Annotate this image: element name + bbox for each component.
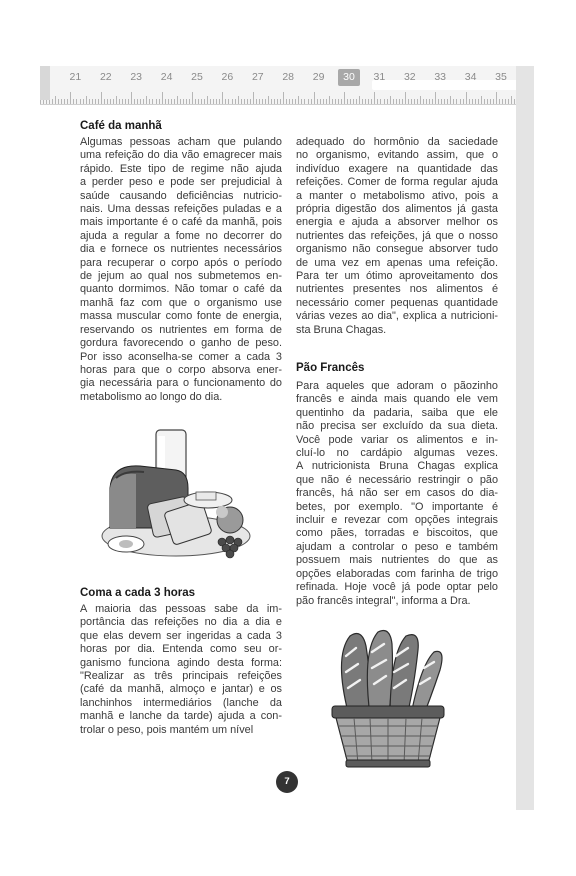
text-line: a manter o metabolismo ativo, pois a xyxy=(296,189,498,202)
text-line: ganismo funciona agindo desta forma: xyxy=(80,656,282,669)
text-line: ajuda a regular a fome no decorrer do xyxy=(80,229,282,242)
text-line: Você pode variar os alimentos e in- xyxy=(296,433,498,446)
text-line: reservando os nutrientes em forma de xyxy=(80,323,282,336)
page-scrollbar[interactable] xyxy=(516,66,534,810)
text-line: a perder peso e pode ser prejudicial à xyxy=(80,176,282,189)
text-line: uma refeição do dia vão emagrecer mais xyxy=(80,149,282,162)
text-line: no organismo, evitando assim, que o xyxy=(296,149,498,162)
text-line: manhã faz com que o organismo use xyxy=(80,296,282,309)
text-line: saúde causando deficiências nutricio- xyxy=(80,189,282,202)
text-line: indivíduo exagere na quantidade das xyxy=(296,162,498,175)
ruler-ticks xyxy=(40,90,516,104)
text-line: incluir e revezar com opções integrais xyxy=(296,514,498,527)
text-line: quentinho da padaria, saiba que ele xyxy=(296,406,498,419)
section-cafe xyxy=(80,120,282,404)
section-pao xyxy=(296,362,498,608)
text-line: portância das refeições no dia a dia e xyxy=(80,616,282,629)
section-text-continuation xyxy=(296,136,498,337)
text-line: manhã e lanche da tarde) ajuda a con- xyxy=(80,710,282,723)
text-line: várias vezes ao dia", explica a nutricioni- xyxy=(296,310,498,323)
ruler-number: 23 xyxy=(130,71,143,83)
ruler-number: 25 xyxy=(191,71,203,83)
ruler-number: 26 xyxy=(221,71,234,83)
text-line: A maioria das pessoas sabe da im- xyxy=(80,603,282,615)
text-line: como pães, torradas e biscoitos, que xyxy=(296,527,498,540)
text-line: adequado do hormônio da saciedade xyxy=(296,136,498,148)
text-line: gordura favorecendo o ganho de peso. xyxy=(80,337,282,350)
text-line: possuem mais nutrientes do que as xyxy=(296,554,498,567)
text-line: nais. Uma dessas refeições puladas e a xyxy=(80,203,282,216)
text-line: não precisa ser excluído da sua dieta. xyxy=(296,420,498,433)
text-line: nutrientes presentes nos alimentos é xyxy=(296,283,498,296)
ruler-slider-handle[interactable] xyxy=(372,80,540,90)
ruler-number: 35 xyxy=(495,71,507,83)
text-line: rápido. Este tipo de regime não ajuda xyxy=(80,162,282,175)
text-line: massa muscular como fonte de energia, xyxy=(80,310,282,323)
text-line: Para aqueles que adoram o pãozinho xyxy=(296,380,498,392)
text-line: que elas devem ser ingeridas a cada 3 xyxy=(80,629,282,642)
text-line: pão francês integral", informa a Dra. xyxy=(296,594,471,607)
text-line: betes, por exemplo. "O importante é xyxy=(296,500,498,513)
ruler-number: 21 xyxy=(69,71,82,83)
text-line: quanto dormimos. Não tomar o café da xyxy=(80,283,282,296)
ruler-number: 31 xyxy=(373,71,386,83)
text-line: horas por dia. Entenda como seu or- xyxy=(80,643,282,656)
text-line: de jejum ao qual nos submetemos en- xyxy=(80,270,282,283)
text-line: Para ter um ótimo aproveitamento dos xyxy=(296,270,498,283)
ruler-number: 34 xyxy=(464,71,477,83)
ruler-number: 28 xyxy=(282,71,295,83)
text-line: trolar o peso, pois mantém um nível xyxy=(80,723,254,736)
section-text-comer xyxy=(80,603,282,737)
text-line: cluí-lo no cardápio algumas vezes. xyxy=(296,447,498,460)
ruler-number: 27 xyxy=(251,71,264,83)
text-line: para recuperar o corpo após o período xyxy=(80,256,282,269)
text-line: francês, há não ser em casos do dia- xyxy=(296,487,498,500)
bread-basket-illustration xyxy=(330,626,446,768)
text-line: organismo não consegue absorver tudo xyxy=(296,243,498,256)
ruler-number: 24 xyxy=(160,71,173,83)
ruler-number: 30 xyxy=(338,69,360,86)
text-line: energia e ajuda a absorver melhor os xyxy=(296,216,498,229)
ruler-left-edge xyxy=(40,66,50,100)
text-line: Por isso aconselha-se comer a cada 3 xyxy=(80,350,282,363)
text-line: refinada. Hoje você já pode optar pelo xyxy=(296,581,498,594)
text-line: opções elaboradas com farinha de trigo xyxy=(296,567,498,580)
text-line: própria digestão dos alimentos já gasta xyxy=(296,203,498,216)
text-line: dia e fornece os nutrientes necessários xyxy=(80,243,282,256)
text-line: necessário comer pequenas quantidade xyxy=(296,296,498,309)
breakfast-illustration xyxy=(96,424,252,570)
ruler-number: 29 xyxy=(312,71,325,83)
ruler-number: 33 xyxy=(434,71,447,83)
section-continuation xyxy=(296,136,498,337)
section-title-cafe: Café da manhã xyxy=(80,120,162,132)
section-text-pao xyxy=(296,380,498,608)
text-line: refeições. Comer de forma regular ajuda xyxy=(296,176,498,189)
text-line: francês e ainda mais quando ele vem xyxy=(296,393,498,406)
ruler-number: 22 xyxy=(99,71,112,83)
text-line: A nutricionista Bruna Chagas explica xyxy=(296,460,498,473)
section-comer xyxy=(80,587,282,737)
text-line: sta Bruna Chagas. xyxy=(296,323,387,336)
page-number: 7 xyxy=(276,771,298,793)
text-line: horas para que o corpo absorva ener- xyxy=(80,363,282,376)
section-title-pao: Pão Francês xyxy=(296,362,365,374)
section-text-cafe xyxy=(80,136,282,404)
text-line: Algumas pessoas acham que pulando xyxy=(80,136,282,148)
text-line: que não é necessário restringir o pão xyxy=(296,473,498,486)
text-line: mais importante é o café da manhã, pois xyxy=(80,216,282,229)
text-line: ajudam a controlar o peso e também xyxy=(296,540,498,553)
text-line: "Realizar as três principais refeições xyxy=(80,670,282,683)
text-line: lanchinhos intermediários (lanche da xyxy=(80,696,282,709)
section-title-comer: Coma a cada 3 horas xyxy=(80,587,196,599)
text-line: gia necessária para o funcionamento do xyxy=(80,377,282,390)
text-line: de uma vez em apenas uma refeição. xyxy=(296,256,498,269)
text-line: nutrientes das refeições, já que o nosso xyxy=(296,229,498,242)
text-line: metabolismo ao longo do dia. xyxy=(80,390,223,403)
ruler-number: 32 xyxy=(403,71,416,83)
text-line: (café da manhã, almoço e jantar) e os xyxy=(80,683,282,696)
page-ruler xyxy=(40,66,516,105)
